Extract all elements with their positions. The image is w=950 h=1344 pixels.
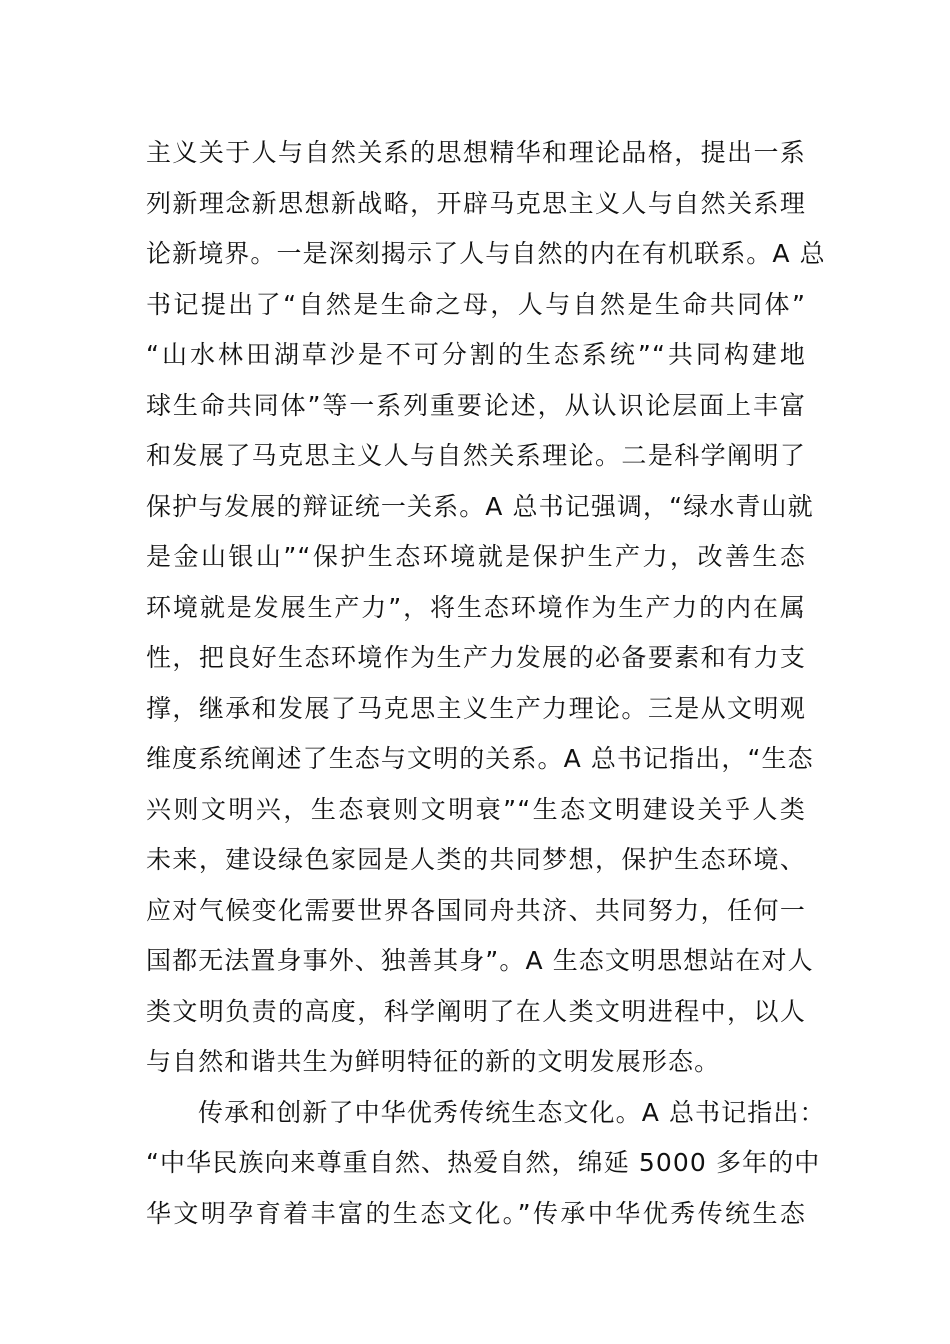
text-line: 列新理念新思想新战略，开辟马克思主义人与自然关系理 [146,188,806,218]
text-line: 华文明孕育着丰富的生态文化。”传承中华优秀传统生态 [146,1198,806,1228]
paragraph-first-line: 传承和创新了中华优秀传统生态文化。A 总书记指出： [198,1097,826,1127]
text-line: 球生命共同体”等一系列重要论述，从认识论层面上丰富 [146,390,806,420]
text-line: 保护与发展的辩证统一关系。A 总书记强调，“绿水青山就 [146,491,814,521]
paragraph-end-line: 与自然和谐共生为鲜明特征的新的文明发展形态。 [146,1047,721,1076]
text-line: “山水林田湖草沙是不可分割的生态系统”“共同构建地 [146,340,806,369]
text-line: 环境就是发展生产力”，将生态环境作为生产力的内在属 [146,592,806,622]
text-line: 和发展了马克思主义人与自然关系理论。二是科学阐明了 [146,441,806,470]
text-line: “中华民族向来尊重自然、热爱自然，绵延 5000 多年的中 [146,1148,821,1177]
text-line: 类文明负责的高度，科学阐明了在人类文明进程中，以人 [146,996,806,1026]
text-line: 维度系统阐述了生态与文明的关系。A 总书记指出，“生态 [146,744,814,773]
text-line: 兴则文明兴，生态衰则文明衰”“生态文明建设关乎人类 [146,794,806,824]
text-line: 论新境界。一是深刻揭示了人与自然的内在有机联系。A 总 [146,239,826,268]
text-line: 撑，继承和发展了马克思主义生产力理论。三是从文明观 [146,693,806,723]
text-line: 应对气候变化需要世界各国同舟共济、共同努力，任何一 [146,895,806,925]
text-line: 是金山银山”“保护生态环境就是保护生产力，改善生态 [146,542,806,571]
text-line: 未来，建设绿色家园是人类的共同梦想，保护生态环境、 [146,845,806,874]
text-line: 书记提出了“自然是生命之母，人与自然是生命共同体” [146,289,806,319]
text-line: 主义关于人与自然关系的思想精华和理论品格，提出一系 [146,138,806,167]
text-line: 国都无法置身事外、独善其身”。A 生态文明思想站在对人 [146,946,814,975]
body-text [146,128,826,1239]
text-line: 性，把良好生态环境作为生产力发展的必备要素和有力支 [146,643,806,672]
